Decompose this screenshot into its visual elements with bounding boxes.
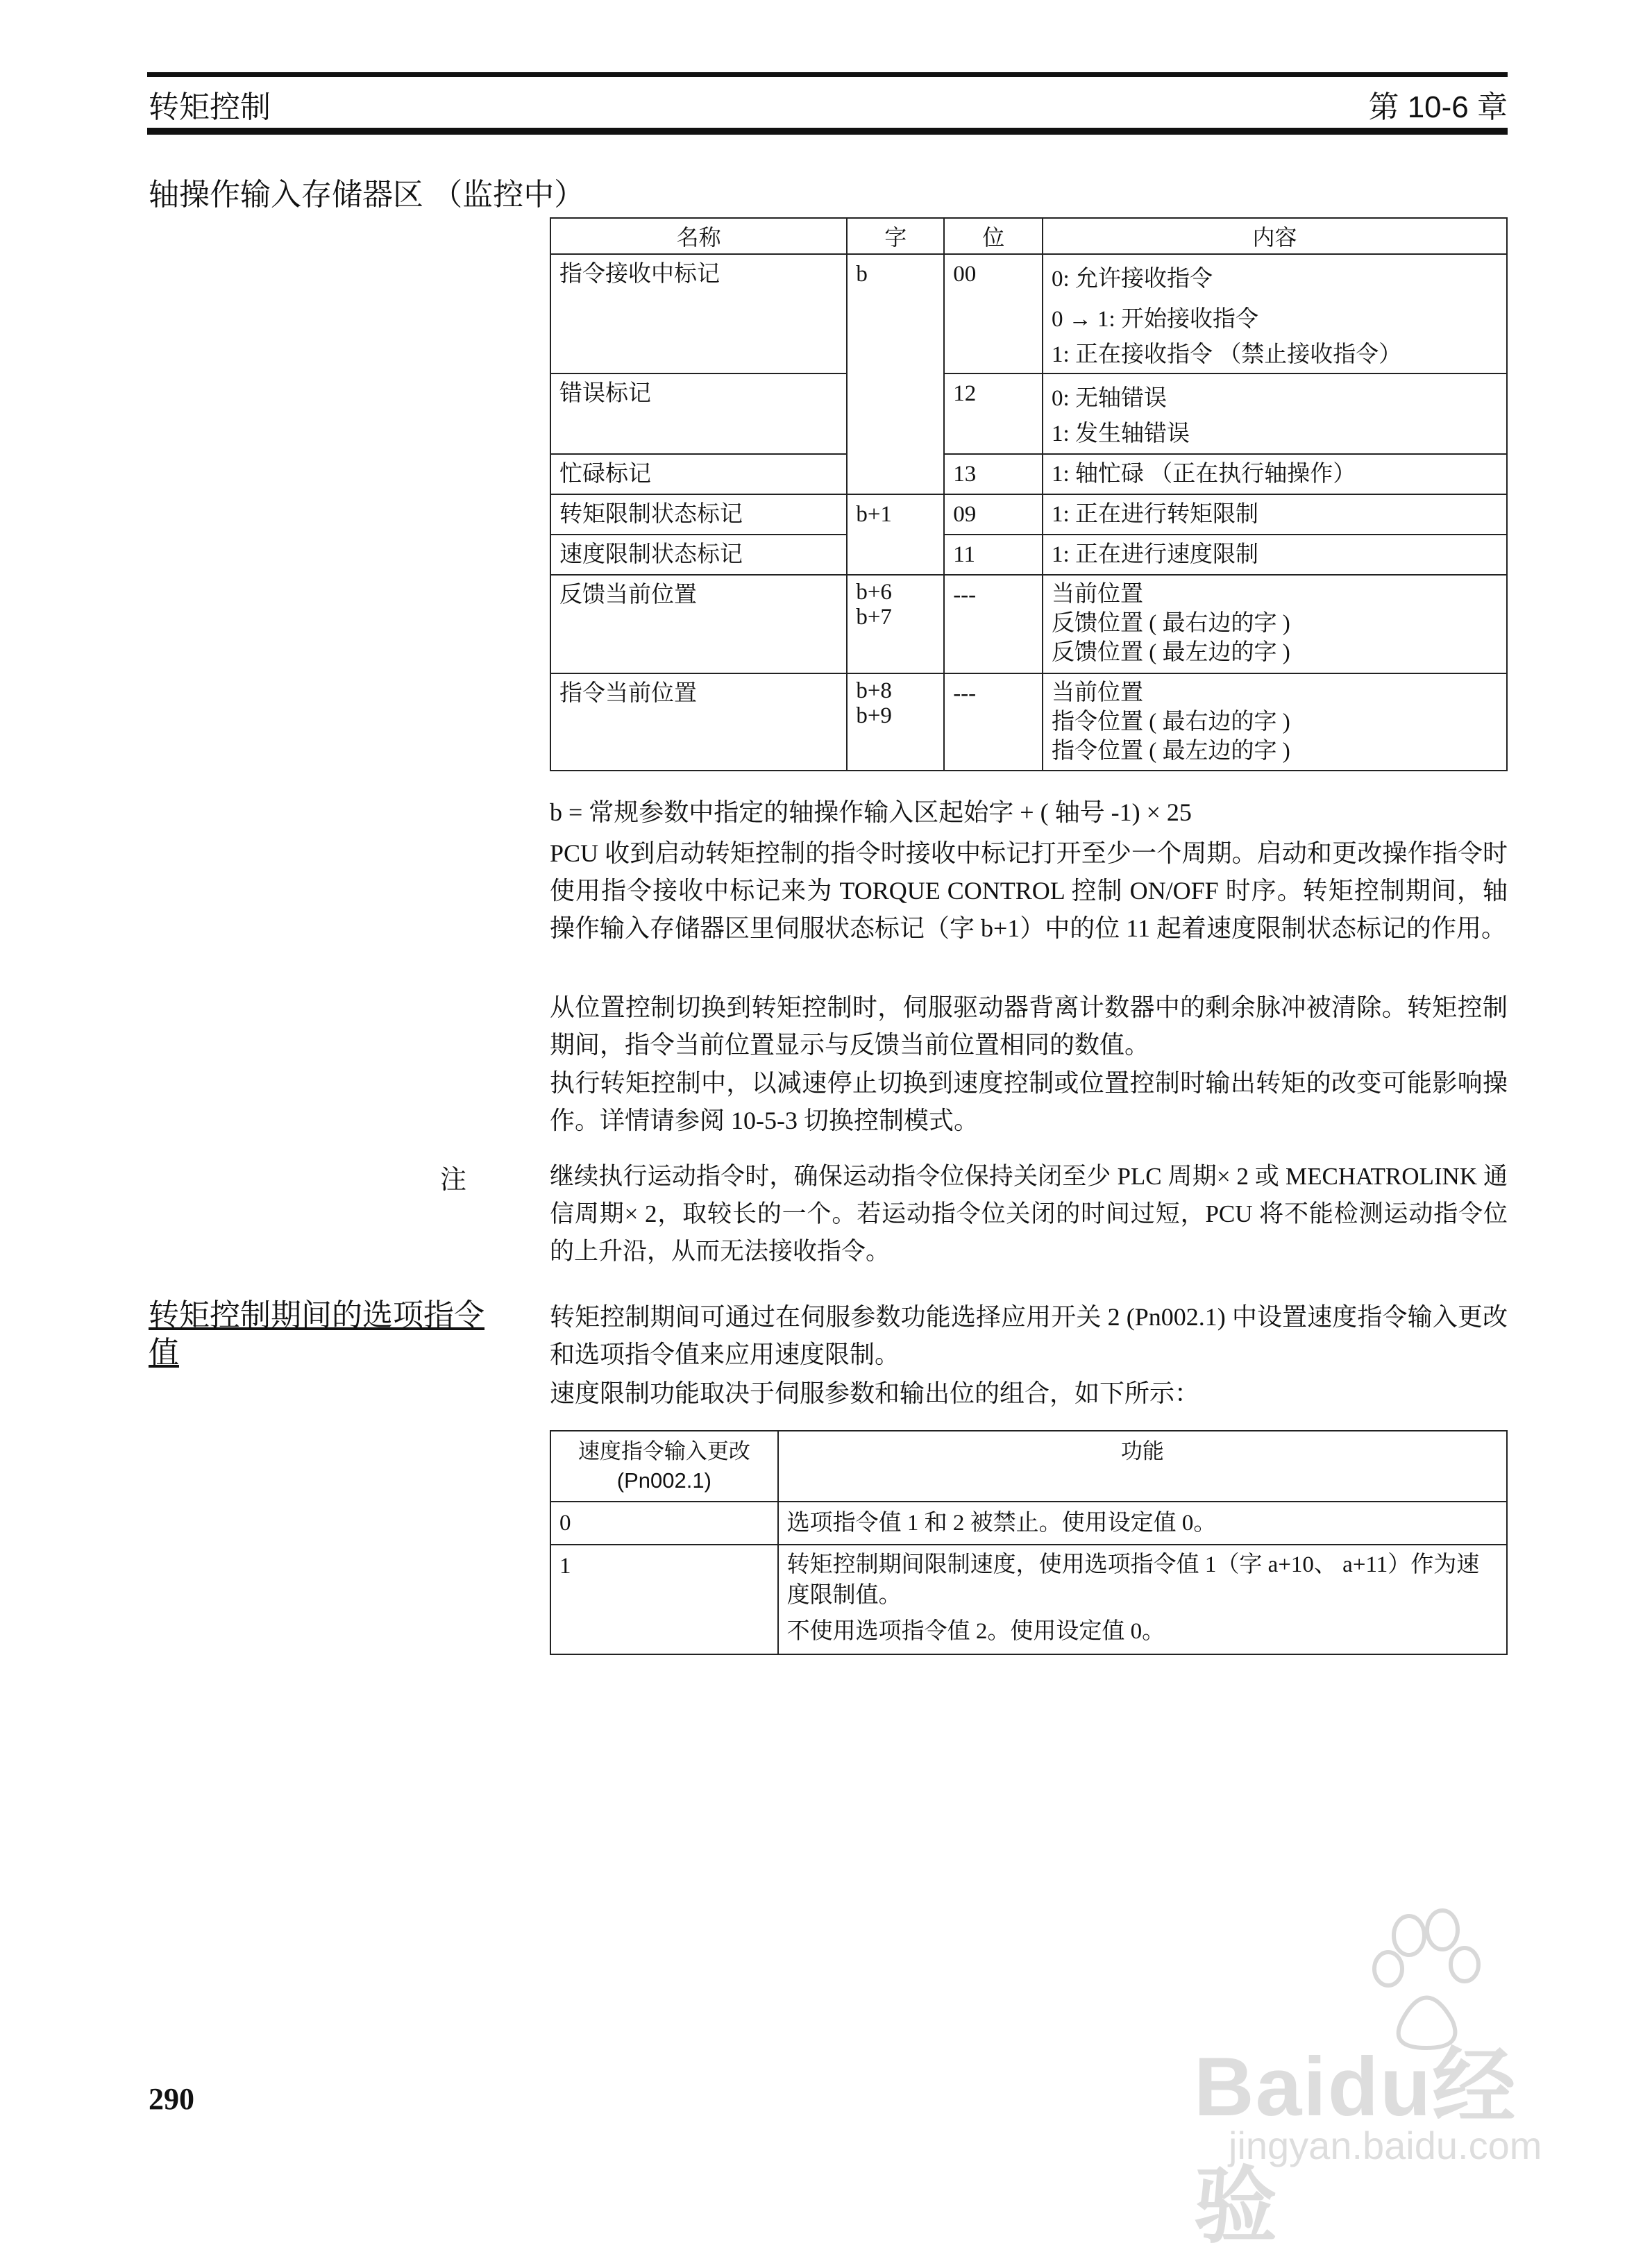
watermark-url: jingyan.baidu.com [1229,2124,1542,2167]
content-line: 1: 正在接收指令 （禁止接收指令） [1052,342,1402,367]
watermark-brand: Baidu经验 [1194,2040,1517,2253]
content-line: 反馈位置 ( 最左边的字 ) [1052,640,1290,665]
header-line: 速度指令输入更改 [578,1439,750,1463]
content-line: 当前位置 [1052,680,1144,705]
speed-limit-function-table [550,1430,1508,1655]
cell-word [847,575,944,673]
table-row [550,254,1507,373]
cell-content: 1: 正在进行速度限制 [1043,535,1507,575]
cell-bit: 12 [944,373,1043,454]
cell-content: 1: 正在进行转矩限制 [1043,494,1507,535]
table-row [550,673,1507,771]
table-row [550,454,1507,494]
subsection-paragraph-1: 转矩控制期间可通过在伺服参数功能选择应用开关 2 (Pn002.1) 中设置速度指令输入更改和选项指令值来应用速度限制。 [550,1303,1508,1368]
cell-name: 转矩限制状态标记 [550,494,847,535]
content-line: 0: 允许接收指令 [1052,267,1213,292]
content-line: 指令位置 ( 最左边的字 ) [1052,739,1290,764]
header-bit: 位 [944,218,1043,254]
cell-name: 忙碌标记 [550,454,847,494]
cell-name: 速度限制状态标记 [550,535,847,575]
cell-value: 0 [550,1502,778,1545]
cell-name: 指令当前位置 [550,673,847,771]
header-chapter-title: 转矩控制 [149,90,271,124]
baidu-watermark [1180,1902,1569,2253]
cell-name: 错误标记 [550,373,847,454]
word-line: b+6 [856,580,892,605]
table-row [550,535,1507,575]
cell-word [847,673,944,771]
cell-content [1043,373,1507,454]
cell-word: b+1 [847,494,944,575]
header-name: 名称 [550,218,847,254]
cell-value: 1 [550,1545,778,1654]
paragraph-receiving-flag: PCU 收到启动转矩控制的指令时接收中标记打开至少一个周期。启动和更改操作指令时使用指令接收中标记来为 TORQUE CONTROL 控制 ON/OFF 时序。转矩控制期间，轴操作输入存储器区里伺服状态标记（字 b+1）中的位 11 起着速度限制状态标记的作用。 [550,839,1508,942]
cell-name: 指令接收中标记 [550,254,847,373]
header-top-rule [147,72,1508,77]
cell-content [1043,673,1507,771]
paragraph-switch-control: 从位置控制切换到转矩控制时，伺服驱动器背离计数器中的剩余脉冲被清除。转矩控制期间，指令当前位置显示与反馈当前位置相同的数值。 [550,993,1508,1059]
function-line: 转矩控制期间限制速度，使用选项指令值 1（字 a+10、 a+11）作为速度限制值。 [786,1552,1480,1608]
paragraph-torque-change: 执行转矩控制中，以减速停止切换到速度控制或位置控制时输出转矩的改变可能影响操作。详情请参阅 10-5-3 切换控制模式。 [550,1069,1508,1134]
content-line: 反馈位置 ( 最右边的字 ) [1052,611,1290,636]
word-line: b+8 [856,678,892,703]
cell-function [778,1545,1507,1654]
content-line: 当前位置 [1052,582,1144,607]
subsection-paragraph-2: 速度限制功能取决于伺服参数和输出位的组合，如下所示： [550,1379,1200,1407]
header-line: (Pn002.1) [616,1468,711,1493]
paragraph-b-definition: b = 常规参数中指定的轴操作输入区起始字 + ( 轴号 -1) × 25 [550,798,1192,826]
cell-bit: 09 [944,494,1043,535]
content-line: 指令位置 ( 最右边的字 ) [1052,709,1290,734]
cell-bit: --- [944,673,1043,771]
header-function: 功能 [778,1431,1507,1502]
cell-bit: 13 [944,454,1043,494]
note-text: 继续执行运动指令时，确保运动指令位保持关闭至少 PLC 周期× 2 或 MECHATROLINK 通信周期× 2，取较长的一个。若运动指令位关闭的时间过短，PCU 将不能检测运动指令位的上升沿，从而无法接收指令。 [550,1163,1508,1265]
header-word: 字 [847,218,944,254]
axis-input-memory-table [550,217,1508,771]
cell-bit: 00 [944,254,1043,373]
cell-content [1043,575,1507,673]
table-header-row [550,218,1507,254]
header-content: 内容 [1043,218,1507,254]
function-line: 不使用选项指令值 2。使用设定值 0。 [786,1619,1165,1644]
content-line: 0 → 1: 开始接收指令 [1052,307,1258,332]
cell-word: b [847,254,944,494]
header-speed-input-change [550,1431,778,1502]
word-line: b+7 [856,605,892,630]
content-line: 0: 无轴错误 [1052,386,1167,411]
word-line: b+9 [856,703,892,728]
subsection-title: 转矩控制期间的选项指令值 [149,1298,484,1370]
table-row [550,1502,1507,1545]
content-line: 1: 发生轴错误 [1052,421,1190,446]
cell-bit: 11 [944,535,1043,575]
cell-function: 选项指令值 1 和 2 被禁止。使用设定值 0。 [778,1502,1507,1545]
section-title: 轴操作输入存储器区 （监控中） [149,178,585,212]
table-header-row [550,1431,1507,1502]
page-number: 290 [149,2082,194,2116]
table-row [550,373,1507,454]
note-label: 注 [440,1166,467,1195]
cell-name: 反馈当前位置 [550,575,847,673]
header-chapter-number: 第 10-6 章 [1368,90,1508,124]
table-row [550,575,1507,673]
cell-content: 1: 轴忙碌 （正在执行轴操作） [1043,454,1507,494]
header-rule [147,128,1508,135]
cell-bit: --- [944,575,1043,673]
table-row [550,1545,1507,1654]
cell-content [1043,254,1507,373]
table-row [550,494,1507,535]
